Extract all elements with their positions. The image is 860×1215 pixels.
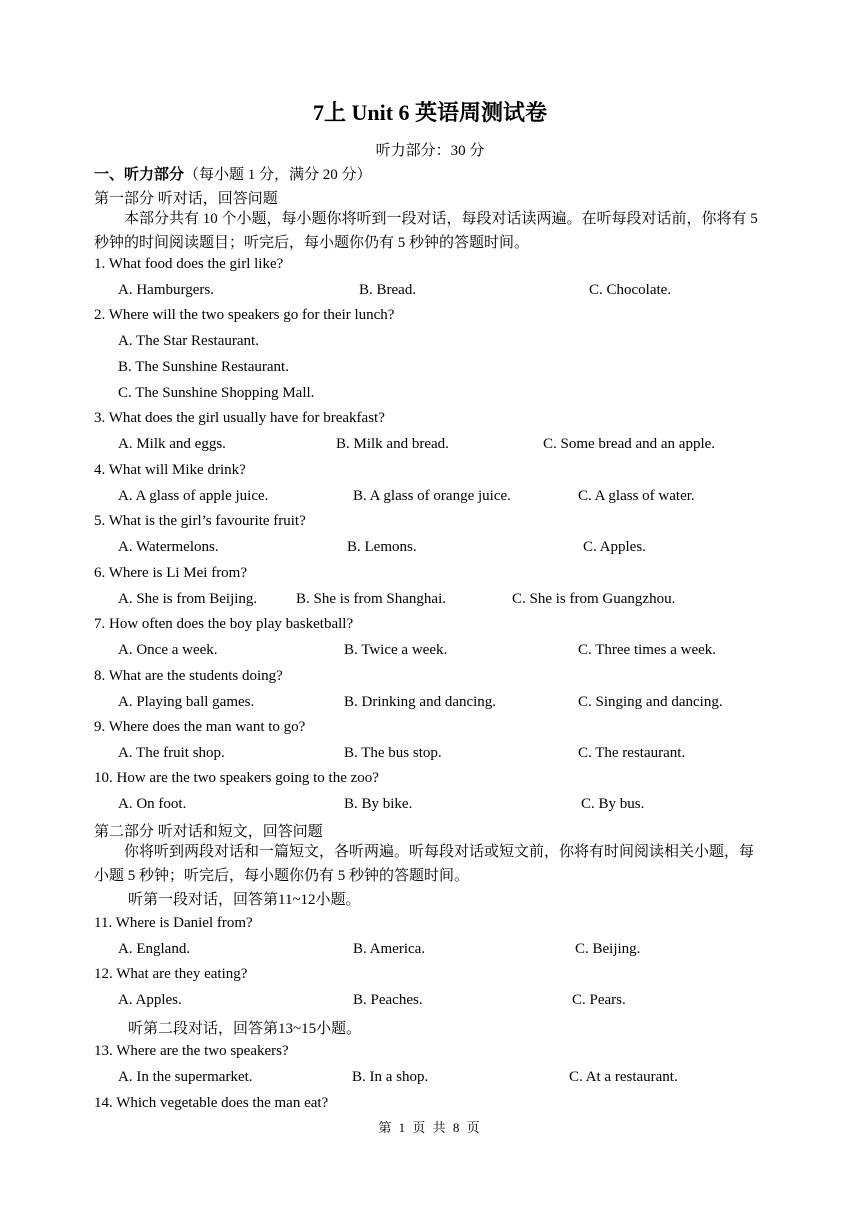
- page-subtitle: 听力部分：30 分: [375, 143, 485, 159]
- q8-option-b: B. Drinking and dancing.: [344, 694, 497, 710]
- q4-option-b: B. A glass of orange juice.: [353, 488, 511, 504]
- part2-title: 第二部分 听对话和短文，回答问题: [94, 824, 323, 840]
- q11-option-b: B. America.: [353, 941, 426, 957]
- page-footer: 第 1 页 共 8 页: [378, 1120, 482, 1135]
- q7-option-b: B. Twice a week.: [344, 642, 448, 658]
- section-heading-note: （每小题 1 分，满分 20 分）: [184, 167, 372, 183]
- q1-option-c: C. Chocolate.: [589, 282, 672, 298]
- dialogue2-note: 听第二段对话，回答第13~15小题。: [128, 1021, 362, 1037]
- q9-option-b: B. The bus stop.: [344, 745, 442, 761]
- q2-option-b: B. The Sunshine Restaurant.: [118, 359, 289, 375]
- question-4: 4. What will Mike drink?: [94, 462, 246, 478]
- q6-option-a: A. She is from Beijing.: [118, 591, 258, 607]
- q11-option-c: C. Beijing.: [575, 941, 641, 957]
- q8-option-c: C. Singing and dancing.: [578, 694, 723, 710]
- question-9: 9. Where does the man want to go?: [94, 719, 306, 735]
- part1-instructions: 本部分共有 10 个小题，每小题你将听到一段对话，每段对话读两遍。在听每段对话前，你将有 5 秒钟的时间阅读题目；听完后，每小题你仍有 5 秒钟的答题时间。: [94, 211, 758, 251]
- question-1: 1. What food does the girl like?: [94, 256, 284, 272]
- q13-option-b: B. In a shop.: [352, 1069, 429, 1085]
- question-2: 2. Where will the two speakers go for their lunch?: [94, 307, 395, 323]
- q4-option-c: C. A glass of water.: [578, 488, 695, 504]
- q2-option-c: C. The Sunshine Shopping Mall.: [118, 385, 315, 401]
- question-10: 10. How are the two speakers going to the zoo?: [94, 770, 379, 786]
- q10-option-b: B. By bike.: [344, 796, 413, 812]
- part2-instructions: 你将听到两段对话和一篇短文，各听两遍。听每段对话或短文前，你将有时间阅读相关小题，每小题 5 秒钟；听完后，每小题你仍有 5 秒钟的答题时间。: [94, 844, 755, 884]
- page-title: 7上 Unit 6 英语周测试卷: [312, 100, 548, 125]
- q8-option-a: A. Playing ball games.: [118, 694, 255, 710]
- question-7: 7. How often does the boy play basketball?: [94, 616, 354, 632]
- question-3: 3. What does the girl usually have for breakfast?: [94, 410, 385, 426]
- q9-option-c: C. The restaurant.: [578, 745, 686, 761]
- q11-option-a: A. England.: [118, 941, 191, 957]
- q4-option-a: A. A glass of apple juice.: [118, 488, 269, 504]
- q12-option-a: A. Apples.: [118, 992, 182, 1008]
- q3-option-c: C. Some bread and an apple.: [543, 436, 716, 452]
- question-14: 14. Which vegetable does the man eat?: [94, 1095, 329, 1111]
- q1-option-a: A. Hamburgers.: [118, 282, 214, 298]
- q10-option-c: C. By bus.: [581, 796, 645, 812]
- q5-option-a: A. Watermelons.: [118, 539, 219, 555]
- question-13: 13. Where are the two speakers?: [94, 1043, 289, 1059]
- q9-option-a: A. The fruit shop.: [118, 745, 225, 761]
- q5-option-c: C. Apples.: [583, 539, 646, 555]
- question-8: 8. What are the students doing?: [94, 668, 283, 684]
- q13-option-a: A. In the supermarket.: [118, 1069, 253, 1085]
- q2-option-a: A. The Star Restaurant.: [118, 333, 259, 349]
- question-12: 12. What are they eating?: [94, 966, 248, 982]
- section-heading: [94, 163, 372, 184]
- q5-option-b: B. Lemons.: [347, 539, 417, 555]
- part1-title: 第一部分 听对话，回答问题: [94, 191, 278, 207]
- question-6: 6. Where is Li Mei from?: [94, 565, 248, 581]
- dialogue1-note: 听第一段对话，回答第11~12小题。: [128, 892, 361, 908]
- question-11: 11. Where is Daniel from?: [94, 915, 253, 931]
- q6-option-c: C. She is from Guangzhou.: [512, 591, 676, 607]
- q12-option-b: B. Peaches.: [353, 992, 423, 1008]
- q13-option-c: C. At a restaurant.: [569, 1069, 678, 1085]
- q1-option-b: B. Bread.: [359, 282, 417, 298]
- q6-option-b: B. She is from Shanghai.: [296, 591, 446, 607]
- q7-option-c: C. Three times a week.: [578, 642, 717, 658]
- question-5: 5. What is the girl’s favourite fruit?: [94, 513, 306, 529]
- q12-option-c: C. Pears.: [572, 992, 626, 1008]
- section-heading-label: 一、听力部分: [94, 167, 185, 183]
- q7-option-a: A. Once a week.: [118, 642, 218, 658]
- q3-option-a: A. Milk and eggs.: [118, 436, 226, 452]
- q10-option-a: A. On foot.: [118, 796, 187, 812]
- q3-option-b: B. Milk and bread.: [336, 436, 449, 452]
